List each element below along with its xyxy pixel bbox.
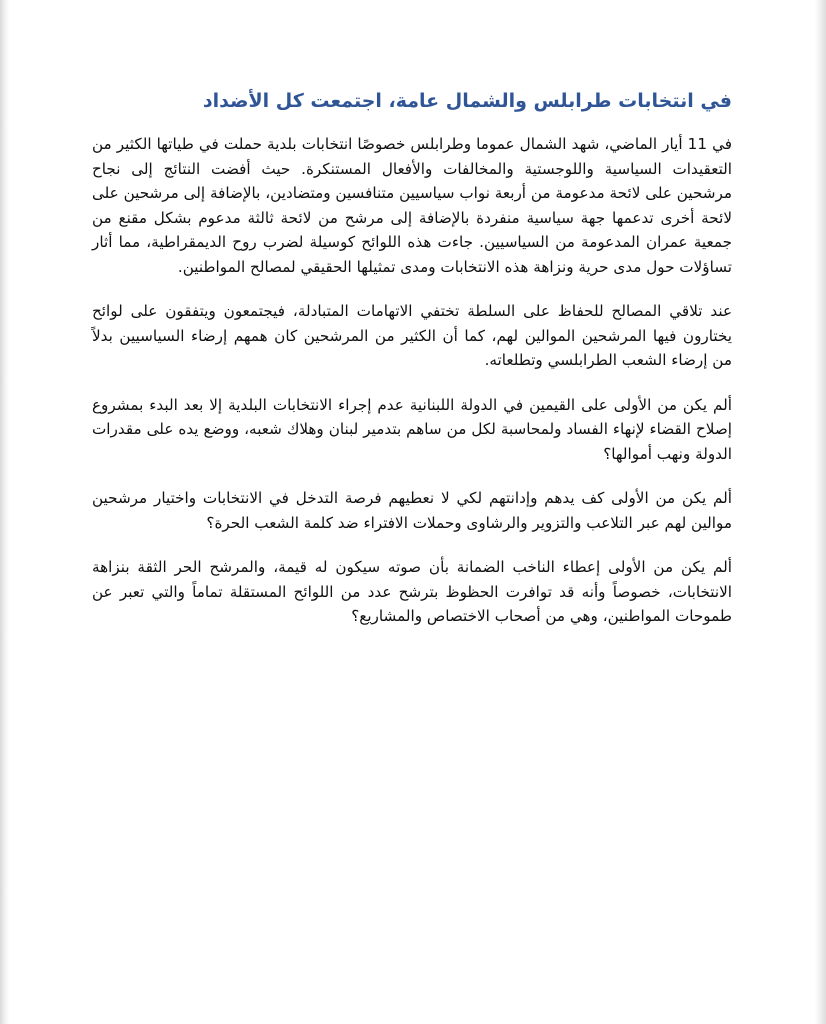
page-edge-left [0, 0, 10, 1024]
page-edge-right [814, 0, 826, 1024]
paragraph-1: في 11 أيار الماضي، شهد الشمال عموما وطرابلس خصوصًا انتخابات بلدية حملت في طياتها الكثير من التعقيدات السياسية واللوجستية والمخالفات والأفعال المستنكرة. حيث أفضت النتائج إلى نجاح مرشحين على لائحة مدعومة من أربعة نواب سياسيين متنافسين ومتضادين، بالإضافة إلى مرشحين على لائحة أخرى تدعمها جهة سياسية منفردة بالإضافة إلى مرشح من لائحة ثالثة مدعوم بشكل مقنع من جمعية عمران المدعومة من السياسيين. جاءت هذه اللوائح كوسيلة لضرب روح الديمقراطية، مما أثار تساؤلات حول مدى حرية ونزاهة هذه الانتخابات ومدى تمثيلها الحقيقي لمصالح المواطنين. [92, 135, 732, 276]
paragraph-3: ألم يكن من الأولى على القيمين في الدولة اللبنانية عدم إجراء الانتخابات البلدية إلا بعد البدء بمشروع إصلاح القضاء لإنهاء الفساد ولمحاسبة لكل من ساهم بتدمير لبنان وهلاك شعبه، ووضع يده على مقدرات الدولة ونهب أموالها؟ [92, 395, 732, 463]
paragraph-2: عند تلاقي المصالح للحفاظ على السلطة تختفي الاتهامات المتبادلة، فيجتمعون ويتفقون على لوائح يختارون فيها المرشحين الموالين لهم، كما أن الكثير من المرشحين كان همهم إرضاء السياسيين بدلاً من إرضاء الشعب الطرابلسي وتطلعاته. [92, 302, 732, 369]
paragraph-4: ألم يكن من الأولى كف يدهم وإدانتهم لكي لا نعطيهم فرصة التدخل في الانتخابات واختيار مرشحين موالين لهم عبر التلاعب والتزوير والرشاوى وحملات الافتراء ضد كلمة الشعب الحرة؟ [92, 489, 732, 532]
article-title: في انتخابات طرابلس والشمال عامة، اجتمعت كل الأضداد [202, 90, 732, 112]
paragraph-5: ألم يكن من الأولى إعطاء الناخب الضمانة بأن صوته سيكون له قيمة، والمرشح الحر الثقة بنزاهة الانتخابات، خصوصاً وأنه قد توافرت الحظوظ بترشح عدد من اللوائح المستقلة تماماً والتي تعبر عن طموحات المواطنين، وهي من أصحاب الاختصاص والمشاريع؟ [92, 558, 732, 625]
document-page [92, 86, 732, 629]
